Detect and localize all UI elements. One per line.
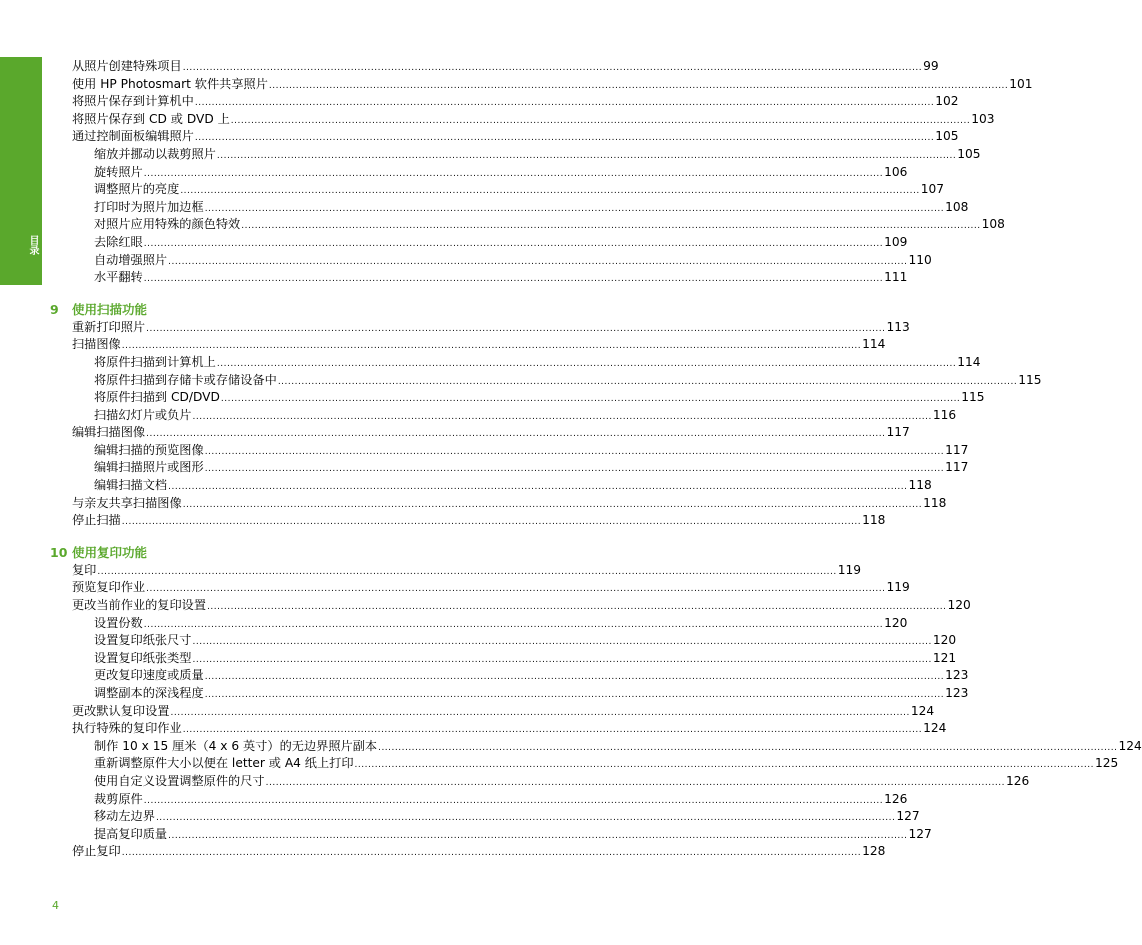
dot-leader: ............................................................................................................................................................................................................................ [170, 707, 910, 718]
toc-entry-page: 110 [908, 252, 932, 267]
toc-entry-page: 118 [908, 478, 932, 493]
toc-entry-page: 120 [932, 633, 957, 648]
toc-entry[interactable] [72, 495, 947, 513]
toc-entry-page: 124 [910, 703, 935, 718]
toc-entry-page: 103 [971, 111, 995, 126]
toc-entry-page: 118 [862, 513, 886, 528]
toc-entry-title: 设置份数 [94, 615, 143, 630]
toc-entry-page: 106 [884, 164, 908, 179]
toc-entry-title: 停止复印 [72, 844, 121, 859]
toc-entry[interactable] [72, 372, 1042, 390]
toc-entry-title: 裁剪原件 [94, 791, 143, 806]
toc-entry[interactable] [72, 703, 935, 721]
toc-entry[interactable] [72, 58, 939, 76]
section-title: 使用扫描功能 [72, 301, 148, 317]
dot-leader: ............................................................................................................................................................................................................................ [182, 63, 923, 73]
toc-entry-page: 119 [837, 562, 862, 577]
toc-entry-title: 编辑扫描图像 [72, 425, 146, 440]
dot-leader: ............................................................................................................................................................................................................................ [180, 186, 920, 197]
toc-entry[interactable] [72, 477, 932, 495]
toc-entry-title: 通过控制面板编辑照片 [72, 129, 194, 144]
section-number: 10 [50, 544, 68, 560]
toc-entry[interactable] [72, 199, 969, 217]
toc-entry[interactable] [72, 720, 947, 738]
section-heading[interactable] [50, 300, 621, 319]
dot-leader: ............................................................................................................................................................................................................................ [194, 98, 935, 109]
toc-entry[interactable] [72, 685, 969, 703]
toc-entry-title: 提高复印质量 [94, 826, 168, 841]
dot-leader: ............................................................................................................................................................................................................................ [192, 654, 932, 665]
toc-entry-title: 使用 HP Photosmart 软件共享照片 [72, 76, 268, 91]
toc-section [50, 543, 1142, 861]
toc-entry-page: 111 [884, 270, 908, 285]
dot-leader: ............................................................................................................................................................................................................................ [146, 584, 886, 595]
dot-leader: ............................................................................................................................................................................................................................ [168, 830, 908, 841]
toc-entry-title: 从照片创建特殊项目 [72, 59, 182, 73]
dot-leader: ............................................................................................................................................................................................................................ [121, 517, 862, 528]
toc-entry[interactable] [72, 459, 969, 477]
toc-entry-page: 108 [945, 199, 969, 214]
toc-entry-page: 120 [947, 598, 971, 613]
section-title: 使用复印功能 [72, 544, 148, 560]
toc-entry-page: 114 [862, 337, 886, 352]
toc-entry-page: 124 [923, 721, 947, 736]
toc-entry-page: 113 [886, 319, 910, 334]
toc-entry-page: 108 [981, 217, 1005, 232]
toc-entry-title: 预览复印作业 [72, 580, 146, 595]
toc-entry[interactable] [72, 632, 957, 650]
toc-entry-title: 停止扫描 [72, 513, 121, 528]
toc-section [50, 300, 1042, 530]
toc-entry-page: 126 [1006, 773, 1030, 788]
toc-entry-title: 扫描幻灯片或负片 [94, 407, 192, 422]
toc-entry-title: 对照片应用特殊的颜色特效 [94, 217, 241, 232]
toc-entry-title: 制作 10 x 15 厘米（4 x 6 英寸）的无边界照片副本 [94, 738, 378, 753]
toc-entry-page: 120 [884, 615, 908, 630]
dot-leader: ............................................................................................................................................................................................................................ [216, 358, 957, 369]
toc-entry[interactable] [72, 93, 959, 111]
toc-entry[interactable] [72, 76, 1033, 94]
dot-leader: ............................................................................................................................................................................................................................ [354, 760, 1094, 771]
dot-leader: ............................................................................................................................................................................................................................ [143, 238, 884, 249]
toc-entry[interactable] [72, 146, 981, 164]
dot-leader: ............................................................................................................................................................................................................................ [143, 795, 884, 806]
dot-leader: ............................................................................................................................................................................................................................ [192, 411, 932, 422]
toc-entry-page: 102 [935, 94, 959, 109]
toc-entry-page: 126 [884, 791, 908, 806]
toc-entry-page: 127 [908, 826, 932, 841]
toc-entry-title: 编辑扫描照片或图形 [94, 460, 204, 475]
dot-leader: ............................................................................................................................................................................................................................ [268, 80, 1009, 91]
toc-entry[interactable] [72, 579, 910, 597]
toc-entry-page: 119 [886, 580, 910, 595]
toc-entry-page: 99 [923, 59, 939, 73]
toc-entry-title: 使用自定义设置调整原件的尺寸 [94, 773, 265, 788]
toc-entry[interactable] [72, 667, 969, 685]
toc-entry-title: 设置复印纸张类型 [94, 650, 192, 665]
toc-entry-page: 117 [945, 442, 969, 457]
dot-leader: ............................................................................................................................................................................................................................ [168, 482, 908, 493]
toc-entry-page: 127 [896, 809, 920, 824]
toc-entry-title: 执行特殊的复印作业 [72, 721, 182, 736]
toc-entry-title: 设置复印纸张尺寸 [94, 633, 192, 648]
dot-leader: ............................................................................................................................................................................................................................ [265, 777, 1006, 788]
toc-entry-title: 旋转照片 [94, 164, 143, 179]
toc-entry-page: 109 [884, 234, 908, 249]
toc-entry[interactable] [72, 424, 910, 442]
toc-entry-title: 编辑扫描的预览图像 [94, 442, 204, 457]
toc-entry-title: 自动增强照片 [94, 252, 168, 267]
toc-entry-page: 107 [920, 182, 944, 197]
toc-entry-page: 101 [1009, 76, 1033, 91]
toc-entry[interactable] [72, 336, 886, 354]
toc-entry-title: 重新打印照片 [72, 319, 146, 334]
toc-entry[interactable] [72, 650, 957, 668]
toc-entry[interactable] [72, 773, 1030, 791]
dot-leader: ............................................................................................................................................................................................................................ [241, 221, 981, 232]
toc-entry[interactable] [72, 826, 932, 844]
side-tab-label: 目录 [27, 235, 38, 255]
dot-leader: ............................................................................................................................................................................................................................ [97, 566, 837, 577]
toc-entry[interactable] [72, 181, 944, 199]
dot-leader: ............................................................................................................................................................................................................................ [121, 341, 862, 352]
toc-entry[interactable] [72, 615, 908, 633]
dot-leader: ............................................................................................................................................................................................................................ [121, 848, 862, 859]
toc-entry-page: 128 [862, 844, 886, 859]
toc-entry[interactable] [72, 354, 981, 372]
toc-entry-page: 114 [957, 354, 981, 369]
toc-entry-page: 125 [1094, 756, 1119, 771]
dot-leader: ............................................................................................................................................................................................................................ [204, 446, 945, 457]
toc-entry[interactable] [72, 442, 969, 460]
toc-entry-title: 重新调整原件大小以便在 letter 或 A4 纸上打印 [94, 756, 354, 771]
toc-entry-title: 调整照片的亮度 [94, 182, 180, 197]
toc-entry[interactable] [72, 319, 910, 337]
toc-entry-title: 更改当前作业的复印设置 [72, 598, 207, 613]
dot-leader: ............................................................................................................................................................................................................................ [143, 274, 884, 285]
toc-section [72, 58, 1033, 287]
toc-entry-page: 123 [945, 686, 969, 700]
toc-entry-page: 118 [923, 495, 947, 510]
dot-leader: ............................................................................................................................................................................................................................ [216, 150, 957, 161]
dot-leader: ............................................................................................................................................................................................................................ [207, 602, 947, 613]
toc-entry[interactable] [72, 111, 995, 129]
table-of-contents [50, 58, 1142, 861]
section-heading[interactable] [50, 543, 621, 562]
toc-entry[interactable] [72, 128, 959, 146]
toc-entry-title: 将照片保存到 CD 或 DVD 上 [72, 111, 230, 126]
dot-leader: ............................................................................................................................................................................................................................ [168, 256, 908, 267]
dot-leader: ............................................................................................................................................................................................................................ [204, 672, 945, 683]
dot-leader: ............................................................................................................................................................................................................................ [143, 168, 884, 179]
dot-leader: ............................................................................................................................................................................................................................ [182, 725, 923, 736]
toc-entry-title: 将原件扫描到存储卡或存储设备中 [94, 372, 277, 387]
dot-leader: ............................................................................................................................................................................................................................ [182, 499, 923, 510]
dot-leader: ............................................................................................................................................................................................................................ [146, 429, 886, 440]
toc-entry[interactable] [72, 791, 908, 809]
toc-entry-title: 水平翻转 [94, 270, 143, 285]
toc-entry-title: 复印 [72, 562, 97, 577]
toc-entry-page: 105 [935, 129, 959, 144]
dot-leader: ............................................................................................................................................................................................................................ [230, 115, 971, 126]
toc-entry[interactable] [72, 738, 1142, 756]
toc-entry-title: 将原件扫描到计算机上 [94, 354, 216, 369]
page-number: 4 [52, 899, 59, 912]
toc-entry-title: 调整副本的深浅程度 [94, 686, 204, 700]
toc-entry[interactable] [72, 234, 908, 252]
toc-entry-page: 105 [957, 146, 981, 161]
dot-leader: ............................................................................................................................................................................................................................ [220, 394, 961, 405]
toc-entry[interactable] [72, 562, 862, 580]
toc-entry-title: 更改默认复印设置 [72, 703, 170, 718]
dot-leader: ............................................................................................................................................................................................................................ [378, 742, 1118, 753]
toc-entry-title: 与亲友共享扫描图像 [72, 495, 182, 510]
toc-entry-page: 116 [932, 407, 957, 422]
toc-entry[interactable] [72, 512, 886, 530]
toc-entry-title: 打印时为照片加边框 [94, 199, 204, 214]
dot-leader: ............................................................................................................................................................................................................................ [155, 813, 896, 824]
toc-entry-page: 115 [961, 390, 985, 405]
toc-entry[interactable] [72, 755, 1119, 773]
toc-entry[interactable] [72, 843, 886, 861]
toc-entry-title: 将原件扫描到 CD/DVD [94, 390, 220, 405]
toc-entry[interactable] [72, 597, 971, 615]
toc-entry-title: 扫描图像 [72, 337, 121, 352]
toc-entry-page: 117 [945, 460, 969, 475]
dot-leader: ............................................................................................................................................................................................................................ [192, 637, 932, 648]
dot-leader: ............................................................................................................................................................................................................................ [277, 376, 1018, 387]
dot-leader: ............................................................................................................................................................................................................................ [146, 323, 886, 334]
dot-leader: ............................................................................................................................................................................................................................ [143, 619, 884, 630]
toc-entry-page: 117 [886, 425, 910, 440]
toc-entry-title: 将照片保存到计算机中 [72, 94, 194, 109]
toc-entry[interactable] [72, 269, 908, 287]
dot-leader: ............................................................................................................................................................................................................................ [204, 464, 945, 475]
toc-entry-title: 移动左边界 [94, 809, 155, 824]
toc-entry[interactable] [72, 252, 932, 270]
toc-entry[interactable] [72, 216, 1005, 234]
toc-entry-title: 编辑扫描文档 [94, 478, 168, 493]
dot-leader: ............................................................................................................................................................................................................................ [204, 690, 945, 700]
toc-entry-page: 115 [1018, 372, 1042, 387]
section-number: 9 [50, 301, 59, 317]
toc-entry[interactable] [72, 808, 920, 826]
toc-entry[interactable] [72, 389, 985, 407]
toc-entry[interactable] [72, 164, 908, 182]
toc-entry[interactable] [72, 407, 957, 425]
toc-entry-title: 去除红眼 [94, 234, 143, 249]
toc-entry-title: 缩放并挪动以裁剪照片 [94, 146, 216, 161]
toc-entry-page: 124 [1118, 738, 1142, 753]
toc-entry-page: 121 [932, 650, 957, 665]
toc-entry-title: 更改复印速度或质量 [94, 668, 204, 683]
dot-leader: ............................................................................................................................................................................................................................ [204, 203, 945, 214]
toc-entry-page: 123 [945, 668, 969, 683]
dot-leader: ............................................................................................................................................................................................................................ [194, 133, 935, 144]
